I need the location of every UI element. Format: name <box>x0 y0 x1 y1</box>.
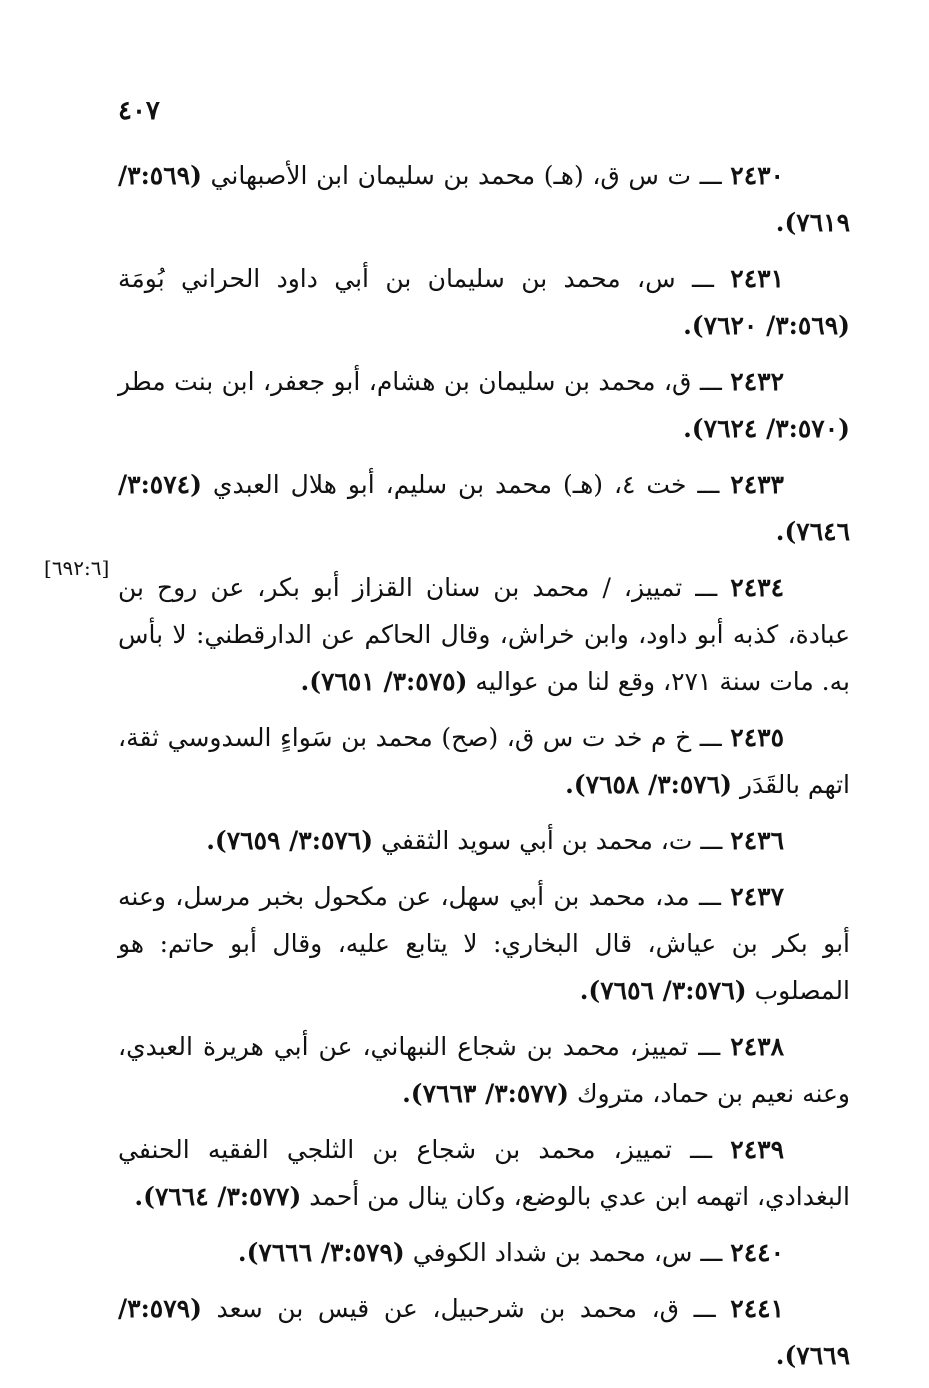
entry-reference: (٣:٥٧٩/ ٧٦٦٩). <box>118 1294 850 1370</box>
entry-reference: (٣:٥٧٧/ ٧٦٦٣). <box>402 1079 569 1108</box>
entry-number: ٢٤٤١ <box>730 1294 784 1323</box>
entry-reference: (٣:٥٧٥/ ٧٦٥١). <box>300 667 468 696</box>
entry-reference: (٣:٥٦٩/ ٧٦١٩). <box>118 161 850 237</box>
entry-2431 <box>118 255 850 349</box>
entry-reference: (٣:٥٧٠/ ٧٦٢٤). <box>683 414 850 443</box>
entry-2430 <box>118 152 850 246</box>
entry-text: ـــ س، محمد بن سليمان بن أبي داود الحراني بُومَة <box>118 264 714 293</box>
entry-number: ٢٤٣٣ <box>730 470 784 499</box>
entry-text: ـــ ق، محمد بن سليمان بن هشام، أبو جعفر، ابن بنت مطر <box>118 367 722 396</box>
entry-2438 <box>118 1023 850 1117</box>
entry-2436 <box>118 817 850 864</box>
entry-number: ٢٤٣٢ <box>730 367 784 396</box>
entry-2435 <box>118 714 850 808</box>
entry-2437 <box>118 873 850 1014</box>
entry-text: ـــ مد، محمد بن أبي سهل، عن مكحول بخبر مرسل، وعنه أبو بكر بن عياش، قال البخاري: لا يتابع عليه، وقال أبو حاتم: هو المصلوب <box>118 882 850 1005</box>
entry-number: ٢٤٤٠ <box>730 1238 784 1267</box>
entry-text: ـــ تمييز، / محمد بن سنان القزاز أبو بكر، عن روح بن عبادة، كذبه أبو داود، وابن خراش، وقال الحاكم عن الدارقطني: لا بأس به. مات سنة ٢٧١، وقع لنا من عواليه <box>118 573 850 696</box>
entry-number: ٢٤٣١ <box>730 264 784 293</box>
entry-text: ـــ ت س ق، (هـ) محمد بن سليمان ابن الأصبهاني <box>210 161 722 190</box>
entry-2441 <box>118 1285 850 1379</box>
entry-text: ـــ س، محمد بن شداد الكوفي <box>412 1238 723 1267</box>
entry-number: ٢٤٣٩ <box>730 1135 784 1164</box>
entry-2434 <box>118 564 850 705</box>
entry-text: ـــ تمييز، محمد بن شجاع بن الثلجي الفقيه الحنفي البغدادي، اتهمه ابن عدي بالوضع، وكان ينال من أحمد <box>118 1135 850 1211</box>
entry-reference: (٣:٥٧٧/ ٧٦٦٤). <box>134 1182 302 1211</box>
entry-text: ـــ خت ٤، (هـ) محمد بن سليم، أبو هلال العبدي <box>212 470 720 499</box>
entry-2432 <box>118 358 850 452</box>
entry-text: ـــ ق، محمد بن شرحبيل، عن قيس بن سعد <box>216 1294 716 1323</box>
entry-number: ٢٤٣٦ <box>730 826 784 855</box>
entry-2439 <box>118 1126 850 1220</box>
entry-text: ـــ ت، محمد بن أبي سويد الثقفي <box>381 826 723 855</box>
entry-text: ـــ تمييز، محمد بن شجاع النبهاني، عن أبي هريرة العبدي، وعنه نعيم بن حماد، متروك <box>118 1032 850 1108</box>
entry-2440 <box>118 1229 850 1276</box>
entry-reference: (٣:٥٧٦/ ٧٦٥٩). <box>206 826 374 855</box>
biographical-entries-list <box>118 152 850 1388</box>
entry-reference: (٣:٥٧٦/ ٧٦٥٨). <box>565 770 732 799</box>
margin-volume-reference: [٦٩٢:٦] <box>44 556 110 580</box>
entry-reference: (٣:٥٧٩/ ٧٦٦٦). <box>237 1238 405 1267</box>
entry-number: ٢٤٣٤ <box>730 573 785 602</box>
entry-reference: (٣:٥٧٤/ ٧٦٤٦). <box>118 470 850 546</box>
entry-reference: (٣:٥٧٦/ ٧٦٥٦). <box>579 976 747 1005</box>
entry-number: ٢٤٣٨ <box>730 1032 784 1061</box>
entry-text: ـــ خ م خد ت س ق، (صح) محمد بن سَواءٍ السدوسي ثقة، اتهم بالقَدَر <box>118 723 850 799</box>
entry-number: ٢٤٣٧ <box>730 882 784 911</box>
page-number: ٤٠٧ <box>118 96 160 126</box>
entry-reference: (٣:٥٦٩/ ٧٦٢٠). <box>683 311 850 340</box>
entry-number: ٢٤٣٥ <box>730 723 785 752</box>
entry-2433 <box>118 461 850 555</box>
entry-number: ٢٤٣٠ <box>730 161 784 190</box>
